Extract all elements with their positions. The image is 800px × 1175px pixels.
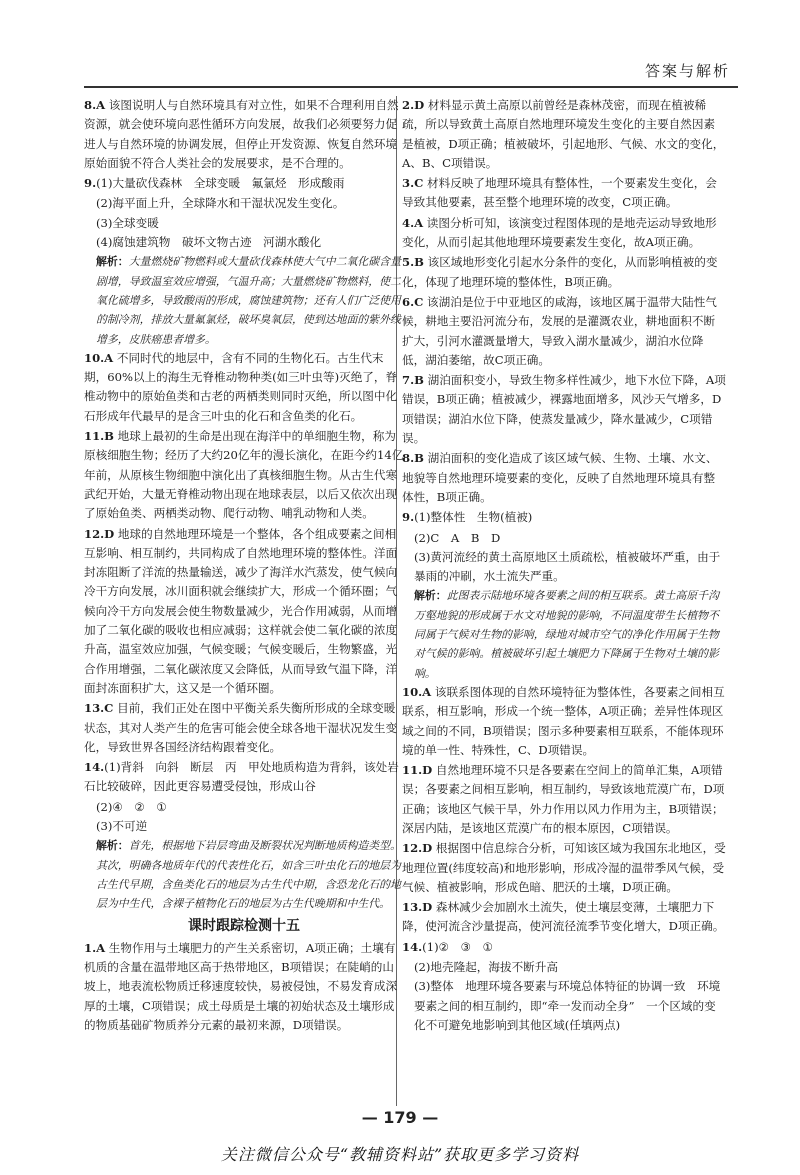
answer-item (402, 683, 726, 760)
answer-number: 7.B (402, 373, 424, 388)
answer-line: (3)不可逆 (96, 818, 148, 833)
answer-line: (2)海平面上升，全球降水和干湿状况发生变化。 (96, 196, 345, 211)
answer-text: (1)整体性 生物(植被) (414, 510, 533, 525)
answer-line: (2)C A B D (414, 530, 501, 545)
answer-text: 该湖泊是位于中亚地区的咸海，该地区属于温带大陆性气候，耕地主要沿河流分布，发展的是灌溉农业，耕地面积不断扩大，引河水灌溉量增大，导致入湖水量减少，湖泊水位降低，湖泊萎缩，故C项正确。 (402, 294, 717, 367)
answer-text: 湖泊面积的变化造成了该区域气候、生物、土壤、水文、地貌等自然地理环境要素的变化，反映了自然地理环境具有整体性，B项正确。 (402, 451, 718, 504)
answer-item (84, 699, 404, 757)
answer-text: 森林减少会加剧水土流失，使土壤层变薄，土壤肥力下降，使河流含沙量提高，使河流径流季节变化增大，D项正确。 (402, 900, 725, 934)
answer-item (402, 508, 726, 527)
analysis-block (402, 586, 726, 682)
answer-item (84, 174, 404, 193)
answer-text: 不同时代的地层中，含有不同的生物化石。古生代末期，60%以上的海生无脊椎动物种类(如三叶虫等)灭绝了，脊椎动物中的原始鱼类和古老的两栖类则同时灭绝，所以图中化石形成年代最早的是含三叶虫的化石和含鱼类的化石。 (84, 350, 398, 423)
answer-number: 9. (402, 510, 415, 525)
answer-item (402, 449, 726, 507)
answer-item (84, 525, 404, 699)
analysis-label: 解析： (414, 589, 447, 603)
answer-item (402, 898, 726, 937)
header-title: 答案与解析 (644, 62, 730, 80)
answer-number: 13.D (402, 900, 433, 915)
answer-number: 2.D (402, 98, 425, 112)
answer-text: 湖泊面积变小，导致生物多样性减少，地下水位下降，A项错误，B项正确；植被减少，裸露地面增多，风沙天气增多，D项错误；湖泊水位下降，使蒸发量减少，降水量减少，C项错误。 (402, 373, 726, 446)
answer-item (84, 349, 404, 426)
right-column (402, 96, 726, 1035)
answer-text: 地球上最初的生命是出现在海洋中的单细胞生物，称为原核细胞生物；经历了大约20亿年的漫长演化，在距今约14亿年前，从原核生物细胞中演化出了真核细胞生物。从古生代寒武纪开始，大量无脊椎动物出现在地球表层，以后又依次出现了原始鱼类、两栖类动物、爬行动物、哺乳动物和人类。 (84, 429, 404, 521)
answer-text: 目前，我们正处在图中平衡关系失衡所形成的全球变暖状态，其对人类产生的危害可能会使全球各地干湿状况发生变化，导致世界各国经济结构跟着变化。 (84, 701, 398, 754)
answer-line: (4)腐蚀建筑物 破坏文物古迹 河湖水酸化 (96, 235, 322, 250)
answer-item (84, 427, 404, 523)
analysis-block (84, 836, 404, 913)
answer-item (84, 758, 404, 797)
answer-item (402, 96, 726, 173)
answer-text: (1)② ③ ① (422, 939, 493, 954)
answer-item (402, 214, 726, 253)
answer-number: 6.C (402, 294, 424, 309)
answer-line: (2)④ ② ① (96, 799, 167, 814)
answer-number: 4.A (402, 215, 424, 230)
answer-number: 12.D (402, 841, 433, 856)
answer-text: 该联系图体现的自然环境特征为整体性，各要素之间相互联系，相互影响，形成一个统一整体，A项正确；差异性体现区域之间的不同，B项错误；图示多种要素相互联系，不能体现环境的单一性、特殊性，C、D项错误。 (402, 684, 725, 757)
answer-number: 3.C (402, 176, 424, 191)
answer-text: 生物作用与土壤肥力的产生关系密切，A项正确；土壤有机质的含量在温带地区高于热带地区，B项错误；在陡峭的山坡上，地表流松物质迁移速度较快，易被侵蚀，不易发育成深厚的土壤，C项错误；成土母质是土壤的初始状态及土壤形成的物质基础矿物质养分元素的最初来源，D项错误。 (84, 940, 398, 1032)
answer-text: 材料显示黄土高原以前曾经是森林茂密，而现在植被稀疏，所以导致黄土高原自然地理环境发生变化的主要自然因素是植被，D项正确；植被破坏，引起地形、气候、水文的变化，A、B、C项错误。 (402, 98, 725, 170)
answer-number: 8.B (402, 451, 424, 466)
footer-note: 关注微信公众号“教辅资料站”获取更多学习资料 (220, 1145, 580, 1164)
answer-item (402, 293, 726, 370)
answer-item (402, 839, 726, 897)
answer-line: (3)黄河流经的黄土高原地区土质疏松，植被破坏严重，由于暴雨的冲刷，水土流失严重。 (414, 549, 721, 584)
answer-text: 根据图中信息综合分析，可知该区域为我国东北地区，受地理位置(纬度较高)和地形影响，形成冷湿的温带季风气候，受气候、植被影响，形成色暗、肥沃的土壤，D项正确。 (402, 841, 726, 894)
answer-item (402, 253, 726, 292)
answer-text: 读图分析可知，该演变过程图体现的是地壳运动导致地形变化，从而引起其他地理环境要素发生变化，故A项正确。 (402, 215, 717, 250)
answer-item (402, 938, 726, 957)
answer-item (402, 761, 726, 838)
section-title: 课时跟踪检测十五 (188, 918, 300, 935)
answer-item (84, 939, 404, 1035)
analysis-text: 大量燃烧矿物燃料或大量砍伐森林使大气中二氧化碳含量剧增，导致温室效应增强，气温升高；大量燃烧矿物燃料，使二氧化硫增多，导致酸雨的形成，腐蚀建筑物；还有人们广泛使用的制冷剂，排放大量氟氯烃，破坏臭氧层，使到达地面的紫外线增多，皮肤癌患者增多。 (96, 255, 401, 346)
answer-item (402, 371, 726, 448)
answer-number: 14. (402, 939, 423, 954)
answer-line: (3)全球变暖 (96, 215, 159, 230)
page-number: — 179 — (361, 1108, 439, 1127)
analysis-block (84, 252, 404, 348)
answer-number: 8.A (84, 98, 106, 112)
answer-number: 11.D (402, 763, 433, 778)
answer-text: (1)大量砍伐森林 全球变暖 氟氯烃 形成酸雨 (96, 176, 345, 191)
answer-number: 10.A (402, 684, 432, 699)
analysis-text: 此图表示陆地环境各要素之间的相互联系。黄土高原千沟万壑地貌的形成属于水文对地貌的影响，不同温度带生长植物不同属于气候对生物的影响，绿地对城市空气的净化作用属于生物对气候的影响。植被破坏引起土壤肥力下降属于生物对土壤的影响。 (414, 589, 719, 680)
answer-number: 9. (84, 176, 97, 191)
answer-number: 10.A (84, 350, 114, 365)
page-header (84, 56, 738, 88)
answer-number: 1.A (84, 940, 106, 955)
analysis-label: 解析： (96, 839, 129, 853)
answer-text: 自然地理环境不只是各要素在空间上的简单汇集，A项错误；各要素之间相互影响，相互制约，导致该地荒漠广布，D项正确；该地区气候干旱，外力作用以风力作用为主，B项错误；深居内陆，是该地区荒漠广布的根本原因，C项错误。 (402, 763, 725, 835)
analysis-text: 首先，根据地下岩层弯曲及断裂状况判断地质构造类型。其次，明确各地质年代的代表性化石，如含三叶虫化石的地层为古生代早期，含鱼类化石的地层为古生代中期，含恐龙化石的地层为中生代，含裸子植物化石的地层为古生代晚期和中生代。 (96, 839, 401, 911)
answer-number: 14. (84, 760, 105, 775)
answer-text: 该区域地形变化引起水分条件的变化，从而影响植被的变化，体现了地理环境的整体性，B项正确。 (402, 255, 718, 289)
answer-line: (3)整体 地理环境各要素与环境总体特征的协调一致 环境要素之间的相互制约，即“牵一发而动全身” 一个区域的变化不可避免地影响到其他区域(任填两点) (414, 979, 721, 1032)
answer-text: (1)背斜 向斜 断层 丙 甲处地质构造为背斜，该处岩石比较破碎，因此更容易遭受侵蚀，形成山谷 (84, 760, 399, 794)
answer-number: 12.D (84, 526, 115, 541)
left-column (84, 96, 404, 1036)
analysis-label: 解析： (96, 255, 129, 269)
answer-line: (2)地壳隆起，海拔不断升高 (414, 960, 558, 975)
answer-item (402, 174, 726, 213)
answer-text: 材料反映了地理环境具有整体性，一个要素发生变化，会导致其他要素，甚至整个地理环境的改变，C项正确。 (402, 176, 717, 210)
answer-number: 11.B (84, 429, 114, 444)
answer-text: 地球的自然地理环境是一个整体，各个组成要素之间相互影响、相互制约，共同构成了自然地理环境的整体性。洋面封冻阻断了洋流的热量输送，减少了海洋水汽蒸发，使气候向冷干方向发展，冰川面积就会继续扩大，形成一个循环圈；气候向冷干方向发展会使生物数量减少，光合作用减弱，从而增加了二氧化碳的吸收也相应减弱；这样就会使二氧化碳的浓度升高，温室效应加强，气候变暖；气候变暖后，生物繁盛，光合作用增强，二氧化碳浓度又会降低，从而导致气温下降，洋面封冻面积扩大，这又是一个循环圈。 (84, 526, 398, 695)
answer-number: 5.B (402, 255, 424, 270)
answer-number: 13.C (84, 701, 114, 716)
answer-text: 该图说明人与自然环境具有对立性，如果不合理利用自然资源，就会使环境向恶性循环方向发展，故我们必须要努力促进人与自然环境的协调发展，但停止开发资源、恢复自然环境原始面貌不符合人类社会的发展要求，是不合理的。 (84, 98, 399, 170)
answer-item (84, 96, 404, 173)
